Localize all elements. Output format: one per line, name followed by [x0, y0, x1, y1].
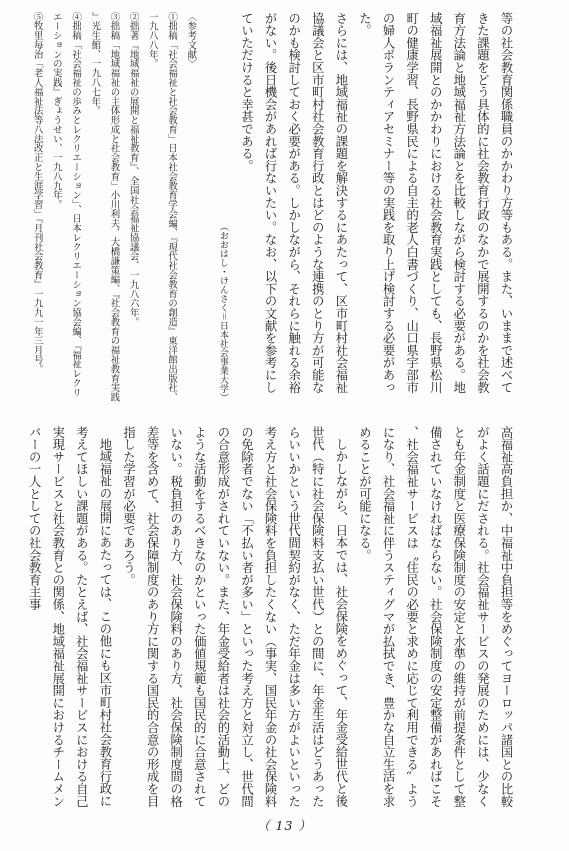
- references-heading: 〈参考文献〉: [185, 12, 197, 69]
- author-affiliation: （おおはし・けんさく＝日本社会事業大学）: [217, 221, 228, 402]
- body-paragraph: しかしながら、日本では、社会保険をめぐって、年金受給世代と後世代（特に社会保険料支払い世代）との間に、年金生活はどうあったらいいかという世代間契約がなく、ただ年金は多い方がよいといった考え方と社会保険料を負担したくない（事実、国民年金の社会保険料の免除者でない「不払い者が多い」といった考え方と対立し、世代間の合意形成がされていない。また、年金受給者は社会的活動上、どのような活動をするべきなのかといった価値規範も国民的に合意されていない。税負担のあり方、社会保険料のあり方、社会保険制度間の格差等を含めて、社会保障制度のあり方に関する国民的合意の形成を目指した学習が必要であろう。: [121, 426, 348, 808]
- body-paragraph: 等の社会教育関係職員のかかわり方等もある。また、いままで述べてきた課題をどう具体的に社会教育行政のなかで展開するのかを社会教育方法論と地域福祉方法論とを比較しながら検討する必要がある。地域福祉展開とのかかわりにおける社会教育実践としても、長野県松川町の健康学習、長野県民による自主的老人白書づくり、山口県宇部市の婦人ボランティアセミナー等の実践を取り上げ検討する必要があった。: [357, 12, 513, 394]
- references-section: [27, 12, 200, 404]
- reference-item: ②拙著『地域福祉の展開と福祉教育』、全国社会福祉協議会、一九八六年。: [127, 12, 139, 327]
- reference-item: ③拙稿「地域福祉の主体形成と社会教育」小川利夫、大橋謙策編、『社会教育の福祉教育実践』光生館、一九八七年。: [89, 12, 120, 402]
- reference-item: ④拙稿「社会福祉の歩みとレクリエーション」、日本レクリエーション協会編、『福祉レクリエーションの実践』ぎょうせい、一九八九年。: [50, 12, 82, 397]
- reference-item: ⑤牧里毎治「老人福祉法等八法改正と生涯学習」『月刊社会教育』一九九一年三月号。: [31, 12, 43, 374]
- body-paragraph: さらには、地域福祉の課題を解決するにあたって、区市町村社会福祉協議会と区市町村社会教育行政とはどのような連携のとり方が可能なのかも検討しておく必要がある。しかしながら、それらに触れる余裕がない。後日機会があれば行ないたい。なお、以下の文献を参考にしていただけると幸甚である。: [239, 12, 348, 394]
- page-number: （ 13 ）: [257, 818, 312, 833]
- body-paragraph: 高福祉高負担か、中福祉中負担等をめぐってヨーロッパ諸国との比較がよく話題にだされる。社会福祉サービスの発展のためには、少なくとも年金制度と医療保険制度の安定と水準の維持が前提条件として整備されていなければならない。社会保険制度の安定整備があればこそ、社会福祉サービスは〝住民の必要と求めに応じて利用できる〟ようになり、社会福祉に伴うスティグマが払拭でき、豊かな自立生活を求めることが可能になる。: [357, 426, 513, 808]
- main-text-block: [23, 426, 517, 818]
- reference-item: ①拙稿「社会福祉と社会教育」日本社会教育学会編、『現代社会教育の創造』東洋館出版社、一九八八年。: [146, 12, 178, 402]
- body-paragraph: 地域福祉の展開にあたっては、この他にも区市町村社会教育行政に考えてほしい課題がある。たとえば、社会福祉サービスにおける自己実現サービスと社会教育との関係、地域福祉展開におけるチームメンバーの一人としての社会教育主事: [27, 426, 112, 808]
- upper-text-block: [23, 12, 517, 404]
